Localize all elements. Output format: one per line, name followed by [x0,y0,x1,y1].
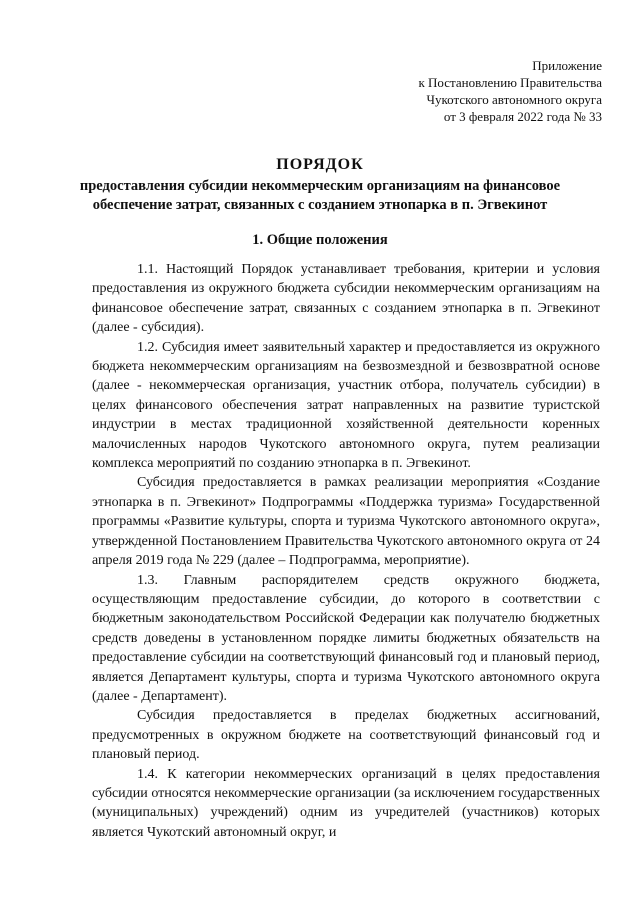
appendix-line: Чукотского автономного округа [426,92,602,107]
paragraph: 1.2. Субсидия имеет заявительный характер и предоставляется из окружного бюджета некоммерческим организациям на безвозмездной и безвозвратной основе (далее - некоммерческая организация, участник отбора, получатель субсидии) в целях финансового обеспечения затрат направленных на развитие туристской индустрии в местах традиционной хозяйственной деятельности коренных малочисленных народов Чукотского автономного округа, путем реализации комплекса мероприятий по созданию этнопарка в п. Эгвекинот. [92,339,600,472]
document-body [92,260,600,842]
paragraph: 1.1. Настоящий Порядок устанавливает требования, критерии и условия предоставления из окружного бюджета субсидии некоммерческим организациям на финансовое обеспечение затрат, связанных с созданием этнопарка в п. Эгвекинот (далее - субсидия). [92,262,600,336]
document-subtitle: предоставления субсидии некоммерческим организациям на финансовое обеспечение затрат, связанных с созданием этнопарка в п. Эгвекинот [79,178,561,213]
paragraph: Субсидия предоставляется в пределах бюджетных ассигнований, предусмотренных в окружном бюджете на соответствующий финансовый год и плановый период. [92,708,600,763]
appendix-line: к Постановлению Правительства [418,75,602,90]
paragraph: 1.4. К категории некоммерческих организаций в целях предоставления субсидии относятся некоммерческие организации (за исключением государственных (муниципальных) учреждений) одним из учредителей (участников) которых является Чукотский автономный округ, и [92,766,600,840]
appendix-line: от 3 февраля 2022 года № 33 [443,109,602,124]
appendix-line: Приложение [532,58,602,73]
paragraph: Субсидия предоставляется в рамках реализации мероприятия «Создание этнопарка в п. Эгвекинот» Подпрограммы «Поддержка туризма» Государственной программы «Развитие культуры, спорта и туризма Чукотского автономного округа», утвержденной Постановлением Правительства Чукотского автономного округа от 24 апреля 2019 года № 229 (далее – Подпрограмма, мероприятие). [92,475,600,569]
document-title: ПОРЯДОК [276,156,364,173]
section-heading: 1. Общие положения [252,232,388,248]
paragraph: 1.3. Главным распорядителем средств окружного бюджета, осуществляющим предоставление субсидии, до которого в соответствии с бюджетным законодательством Российской Федерации как получателю бюджетных средств доведены в установленном порядке лимиты бюджетных обязательств на предоставление субсидии на соответствующий финансовый год и плановый период, является Департамент культуры, спорта и туризма Чукотского автономного округа (далее - Департамент). [92,572,600,704]
appendix-block [362,57,602,125]
